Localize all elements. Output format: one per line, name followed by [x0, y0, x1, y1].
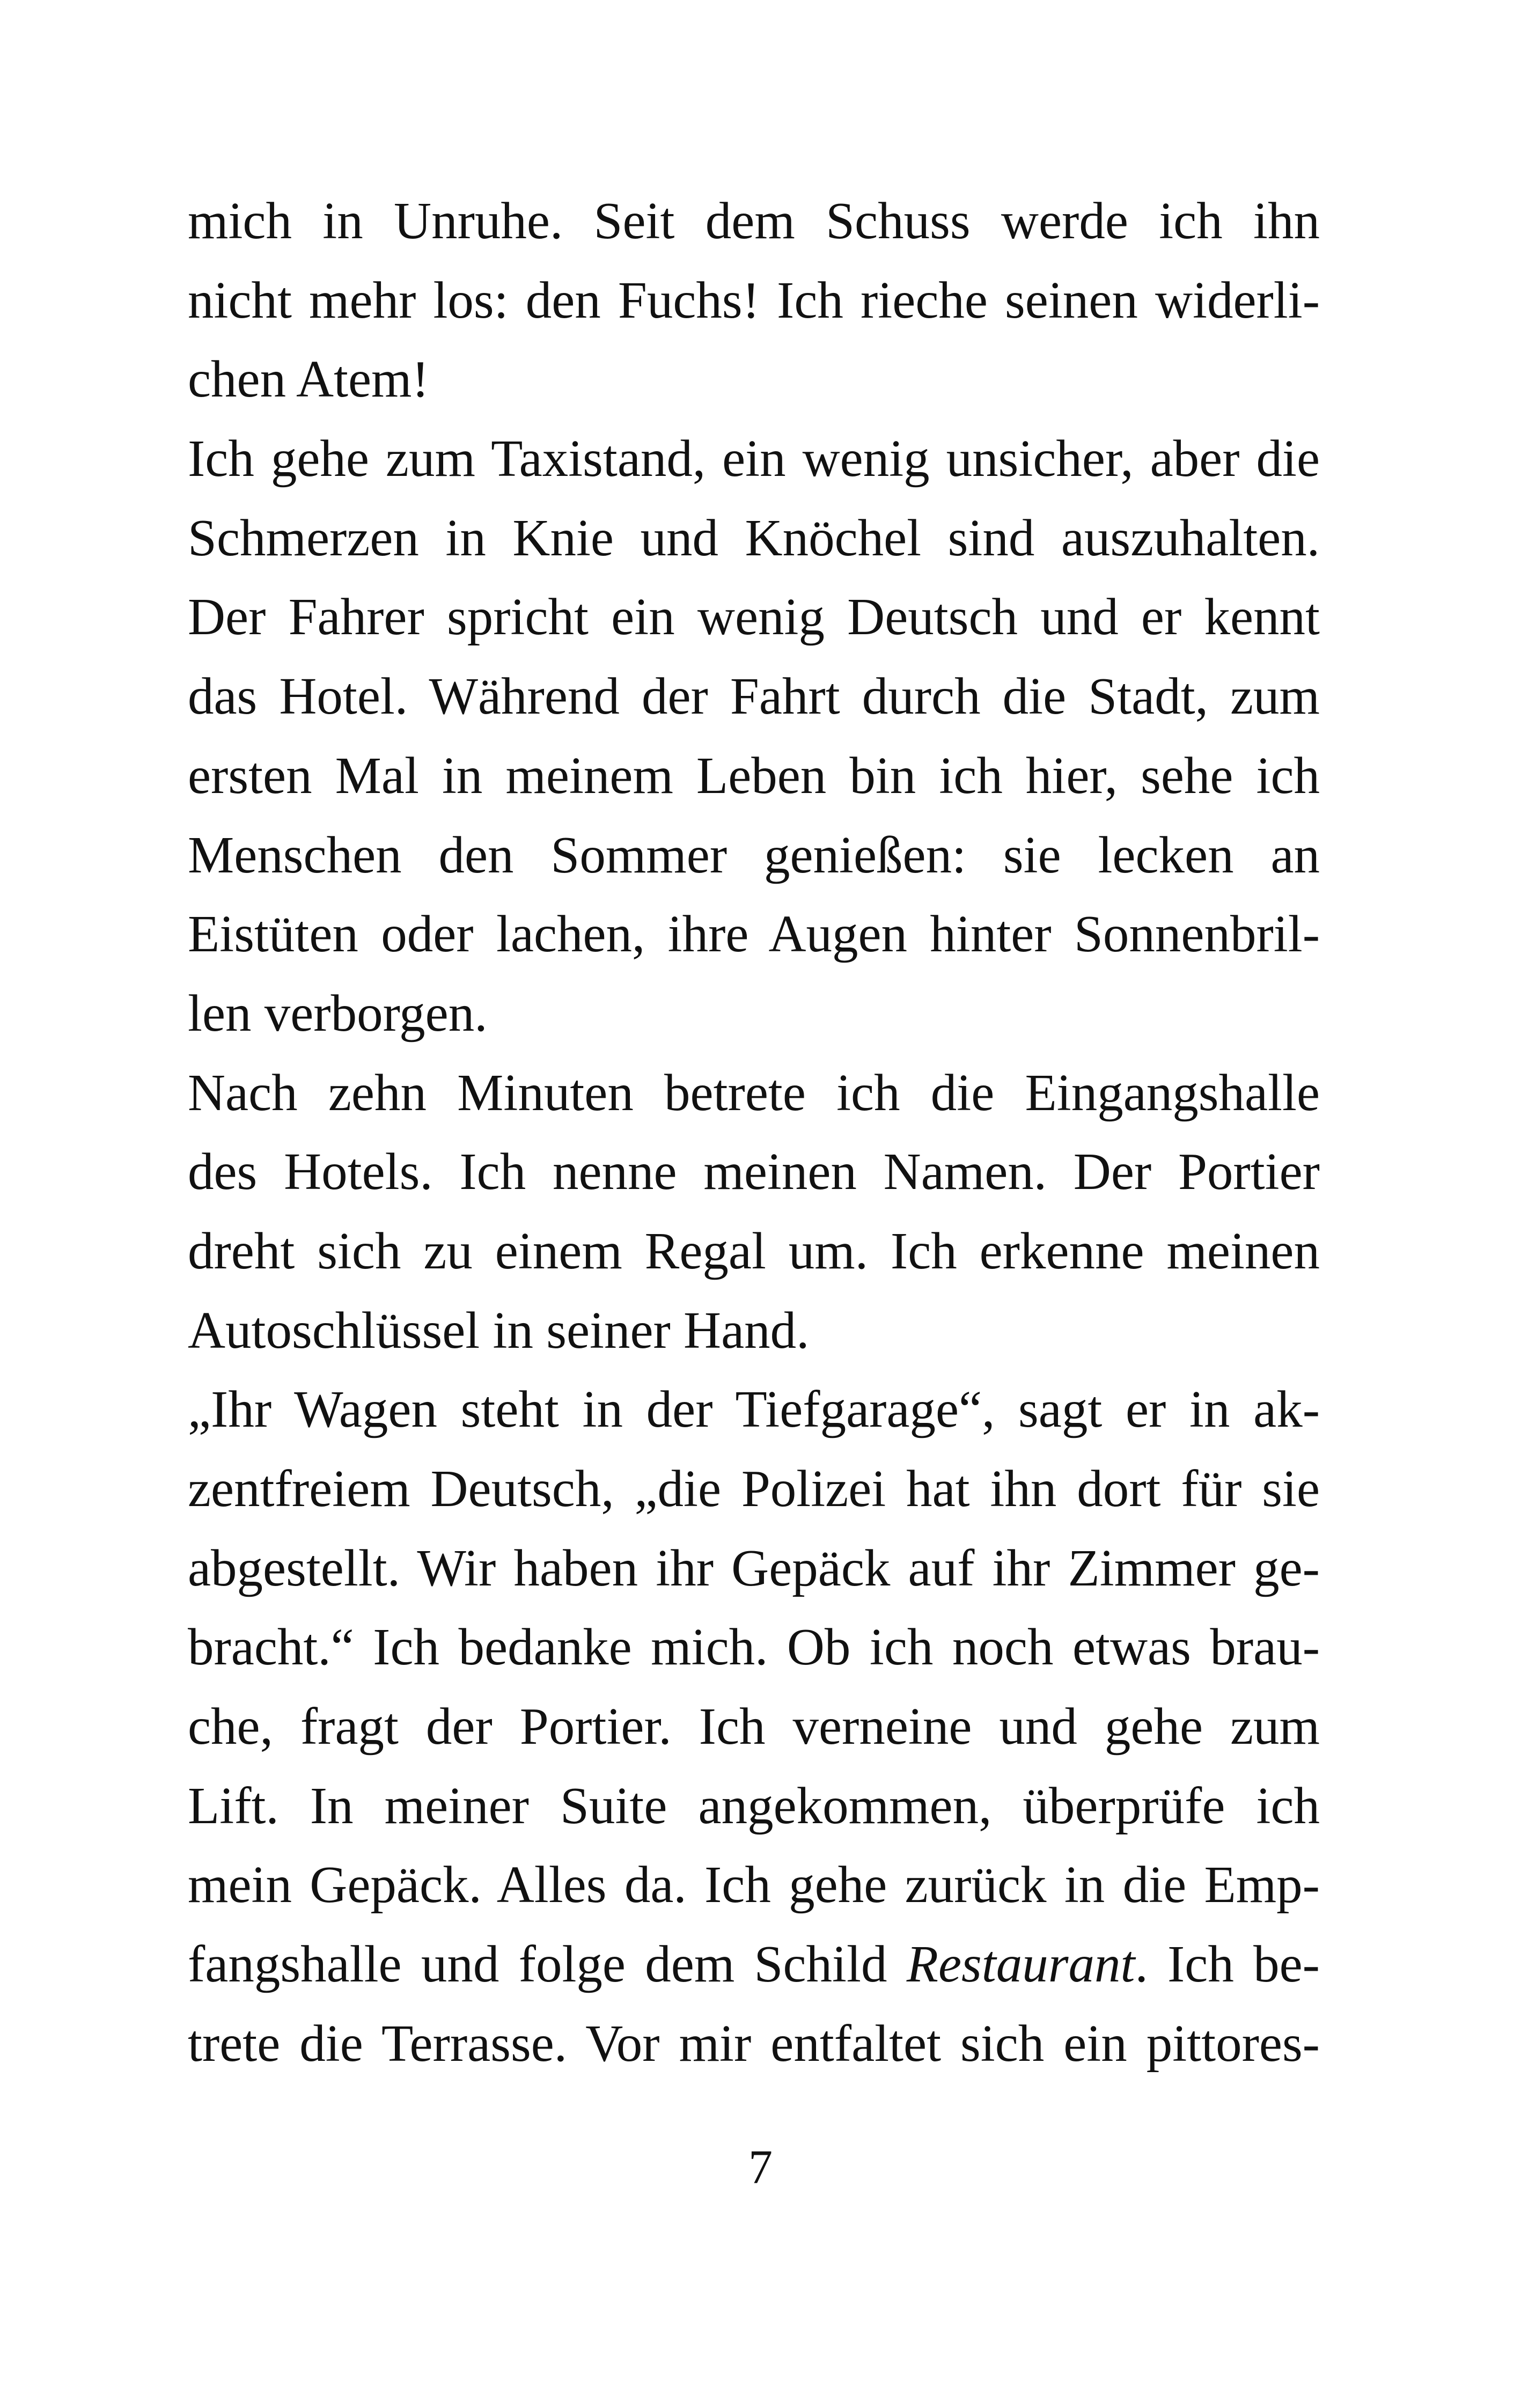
text-segment: . Ich be-	[1135, 1935, 1320, 1993]
text-line: dreht sich zu einem Regal um. Ich erkenne meinen	[188, 1222, 1320, 1280]
text-line: bracht.“ Ich bedanke mich. Ob ich noch etwas brau-	[188, 1618, 1320, 1676]
text-segment: fangshalle und folge dem Schild	[188, 1935, 907, 1993]
text-line: che, fragt der Portier. Ich verneine und gehe zum	[188, 1698, 1320, 1756]
text-line: Nach zehn Minuten betrete ich die Eingangshalle	[188, 1063, 1320, 1121]
text-line: das Hotel. Während der Fahrt durch die Stadt, zum	[188, 667, 1320, 725]
italic-word-restaurant: Restaurant	[906, 1935, 1135, 1993]
text-line: trete die Terrasse. Vor mir entfaltet sich ein pittores-	[188, 2014, 1320, 2072]
text-line: Lift. In meiner Suite angekommen, überprüfe ich	[188, 1776, 1320, 1834]
text-line: abgestellt. Wir haben ihr Gepäck auf ihr Zimmer ge-	[188, 1539, 1320, 1597]
text-line: Ich gehe zum Taxistand, ein wenig unsicher, aber die	[188, 430, 1320, 488]
text-line	[188, 1925, 1320, 2004]
text-line: mein Gepäck. Alles da. Ich gehe zurück in die Emp-	[188, 1856, 1320, 1914]
text-line: Der Fahrer spricht ein wenig Deutsch und er kennt	[188, 588, 1320, 646]
text-line: ersten Mal in meinem Leben bin ich hier, sehe ich	[188, 746, 1320, 804]
text-line: len verborgen.	[188, 984, 488, 1042]
body-text	[188, 181, 1320, 2083]
text-line: zentfreiem Deutsch, „die Polizei hat ihn dort für sie	[188, 1460, 1320, 1517]
text-line: mich in Unruhe. Seit dem Schuss werde ich ihn	[188, 192, 1320, 249]
text-line: nicht mehr los: den Fuchs! Ich rieche seinen widerli-	[188, 271, 1320, 329]
text-line: „Ihr Wagen steht in der Tiefgarage“, sagt er in ak-	[188, 1381, 1320, 1438]
text-line: des Hotels. Ich nenne meinen Namen. Der Portier	[188, 1143, 1320, 1201]
text-line: Schmerzen in Knie und Knöchel sind auszuhalten.	[188, 509, 1320, 567]
page-number: 7	[748, 2141, 773, 2194]
text-line: Autoschlüssel in seiner Hand.	[188, 1301, 810, 1359]
text-line: Menschen den Sommer genießen: sie lecken an	[188, 826, 1320, 884]
text-line: Eistüten oder lachen, ihre Augen hinter Sonnenbril-	[188, 905, 1320, 963]
text-line: chen Atem!	[188, 350, 429, 408]
